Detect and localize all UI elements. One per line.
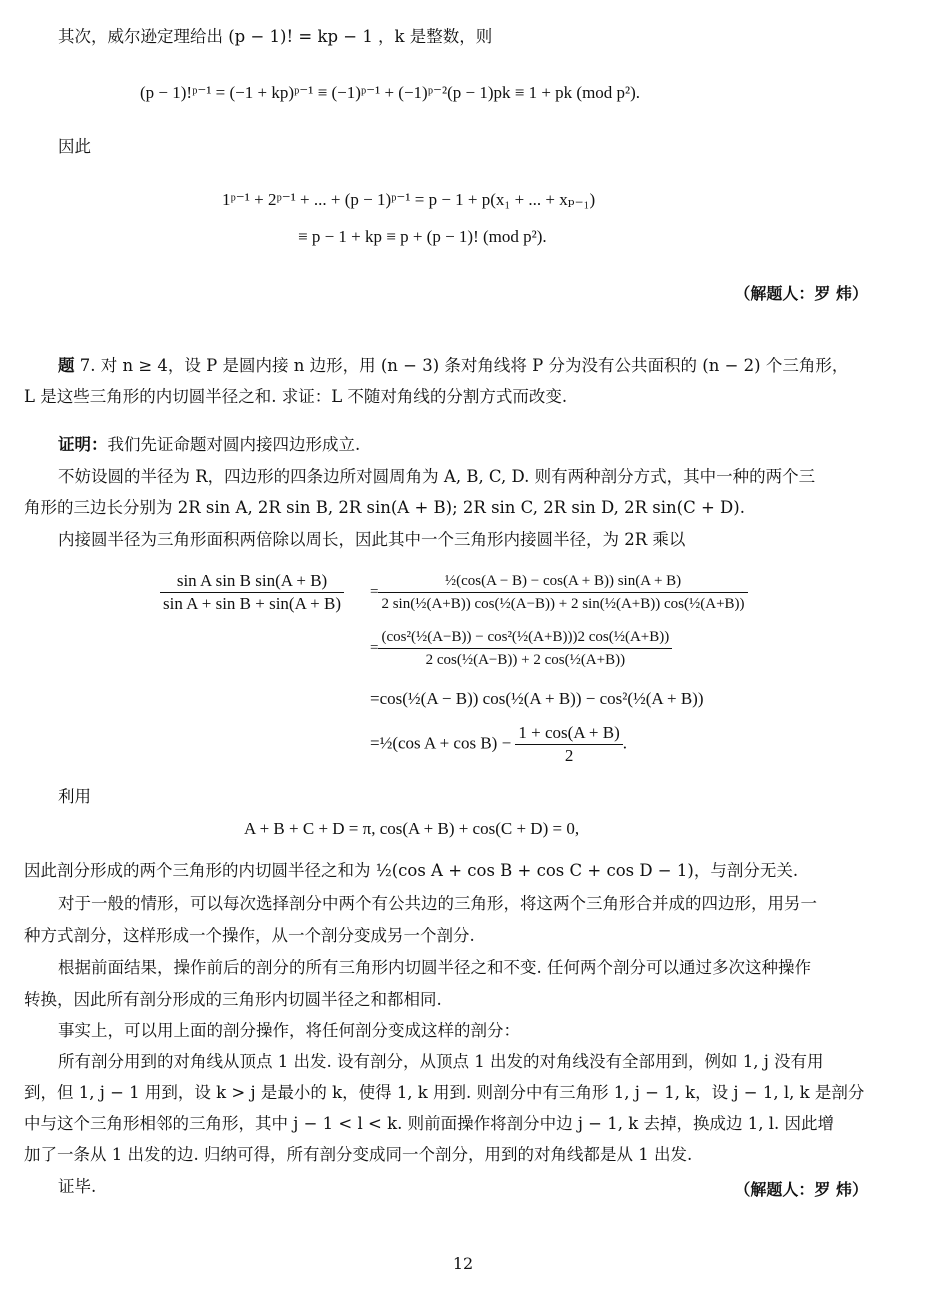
text-line: 根据前面结果，操作前后的剖分的所有三角形内切圆半径之和不变. 任何两个剖分可以通过多次这种操作 bbox=[58, 958, 811, 977]
step1-denominator: 2 sin(½(A+B)) cos(½(A−B)) + 2 sin(½(A+B)) cos(½(A+B)) bbox=[381, 596, 745, 612]
step4-numerator: 1 + cos(A + B) bbox=[515, 722, 622, 745]
proof-start bbox=[58, 434, 360, 456]
problem-statement-line2: L 是这些三角形的内切圆半径之和. 求证：L 不随对角线的分割方式而改变. bbox=[24, 387, 568, 406]
step2-denominator: 2 cos(½(A−B)) + 2 cos(½(A+B)) bbox=[425, 652, 626, 668]
equation-sum-line1: 1ᵖ⁻¹ + 2ᵖ⁻¹ + ... + (p − 1)ᵖ⁻¹ = p − 1 + p(x₁ + ... + xₚ₋₁) bbox=[222, 190, 596, 209]
text-line: 内接圆半径为三角形面积两倍除以周长，因此其中一个三角形内接圆半径，为 2R 乘以 bbox=[58, 530, 686, 549]
text-line: 因此 bbox=[58, 137, 91, 156]
step2-numerator: (cos²(½(A−B)) − cos²(½(A+B)))2 cos(½(A+B)) bbox=[378, 626, 672, 649]
equation-angle-sum: A + B + C + D = π, cos(A + B) + cos(C + D) = 0, bbox=[244, 819, 580, 838]
solver-signature: （解题人：罗 炜） bbox=[734, 284, 868, 303]
problem-statement-line1 bbox=[58, 355, 848, 377]
lhs-denominator: sin A + sin B + sin(A + B) bbox=[163, 594, 342, 613]
text-line: 中与这个三角形相邻的三角形，其中 j − 1 < l < k. 则前面操作将剖分中边 j − 1, k 去掉，换成边 1, l. 因此增 bbox=[24, 1114, 834, 1133]
step1-numerator: ½(cos(A − B) − cos(A + B)) sin(A + B) bbox=[378, 570, 747, 593]
derivation-step-4: =½(cos A + cos B) − $\frac{1 + \cos(A + B)}{2}$ . bbox=[370, 723, 627, 765]
proof-text: 我们先证命题对圆内接四边形成立. bbox=[107, 435, 361, 454]
text-line: 转换，因此所有剖分形成的三角形内切圆半径之和都相同. bbox=[24, 990, 442, 1009]
derivation-step-3: =cos(½(A − B)) cos(½(A + B)) − cos²(½(A + B)) bbox=[370, 689, 704, 708]
proof-end: 证毕. bbox=[58, 1177, 97, 1196]
text-line: 角形的三边长分别为 2R sin A, 2R sin B, 2R sin(A + B); 2R sin C, 2R sin D, 2R sin(C + D). bbox=[24, 498, 745, 517]
solver-signature: （解题人：罗 炜） bbox=[734, 1180, 868, 1199]
lhs-numerator: sin A sin B sin(A + B) bbox=[160, 570, 344, 593]
text-line: 所有剖分用到的对角线从顶点 1 出发. 设有剖分，从顶点 1 出发的对角线没有全部用到，例如 1, j 没有用 bbox=[58, 1052, 824, 1071]
problem-label: 题 bbox=[58, 356, 75, 375]
derivation-step-1: = $\frac{\text{½(cos(A − B) − cos(A + B)) sin(A + B)}}{\text{2 sin(½(A+B)) cos(½(A−B)) + 2 sin(½(A+B)) cos(½(A+B))}}$ bbox=[370, 570, 748, 615]
derivation-step-2: = $\frac{\text{(cos²(½(A−B)) − cos²(½(A+B)))2 cos(½(A+B))}}{\text{2 cos(½(A−B)) + 2 cos(½(A+B))}}$ bbox=[370, 626, 672, 671]
text-line: 加了一条从 1 出发的边. 归纳可得，所有剖分变成同一个剖分，用到的对角线都是从 1 出发. bbox=[24, 1145, 693, 1164]
derivation-lhs bbox=[160, 570, 344, 615]
step3-expression: cos(½(A − B)) cos(½(A + B)) − cos²(½(A + B)) bbox=[379, 689, 704, 708]
text-line: 到，但 1, j − 1 用到，设 k > j 是最小的 k，使得 1, k 用到. 则剖分中有三角形 1, j − 1, k，设 j − 1, l, k 是剖分 bbox=[24, 1083, 865, 1102]
proof-label: 证明： bbox=[58, 435, 108, 454]
text-line: 其次，威尔逊定理给出 (p − 1)! = kp − 1 ，k 是整数，则 bbox=[58, 27, 493, 46]
page-number: 12 bbox=[452, 1254, 474, 1273]
text-line: 种方式剖分，这样形成一个操作，从一个剖分变成另一个剖分. bbox=[24, 926, 475, 945]
text-line: 事实上，可以用上面的剖分操作，将任何剖分变成这样的剖分： bbox=[58, 1021, 520, 1040]
step4-denominator: 2 bbox=[564, 746, 574, 765]
text-line: 因此剖分形成的两个三角形的内切圆半径之和为 ½(cos A + cos B + cos C + cos D − 1)，与剖分无关. bbox=[24, 861, 799, 880]
text-line: 不妨设圆的半径为 R，四边形的四条边所对圆周角为 A, B, C, D. 则有两种剖分方式，其中一种的两个三 bbox=[58, 467, 816, 486]
text-line: 对于一般的情形，可以每次选择剖分中两个有公共边的三角形，将这两个三角形合并成的四边形，用另一 bbox=[58, 894, 817, 913]
problem-text: 7. 对 n ≥ 4，设 P 是圆内接 n 边形，用 (n − 3) 条对角线将 P 分为没有公共面积的 (n − 2) 个三角形， bbox=[74, 356, 849, 375]
equation-wilson: (p − 1)!ᵖ⁻¹ = (−1 + kp)ᵖ⁻¹ ≡ (−1)ᵖ⁻¹ + (−1)ᵖ⁻²(p − 1)pk ≡ 1 + pk (mod p²). bbox=[140, 83, 641, 102]
step4-first-part: ½(cos A + cos B) − bbox=[379, 733, 512, 753]
equation-sum-line2: ≡ p − 1 + kp ≡ p + (p − 1)! (mod p²). bbox=[298, 227, 547, 246]
text-line: 利用 bbox=[58, 787, 91, 806]
